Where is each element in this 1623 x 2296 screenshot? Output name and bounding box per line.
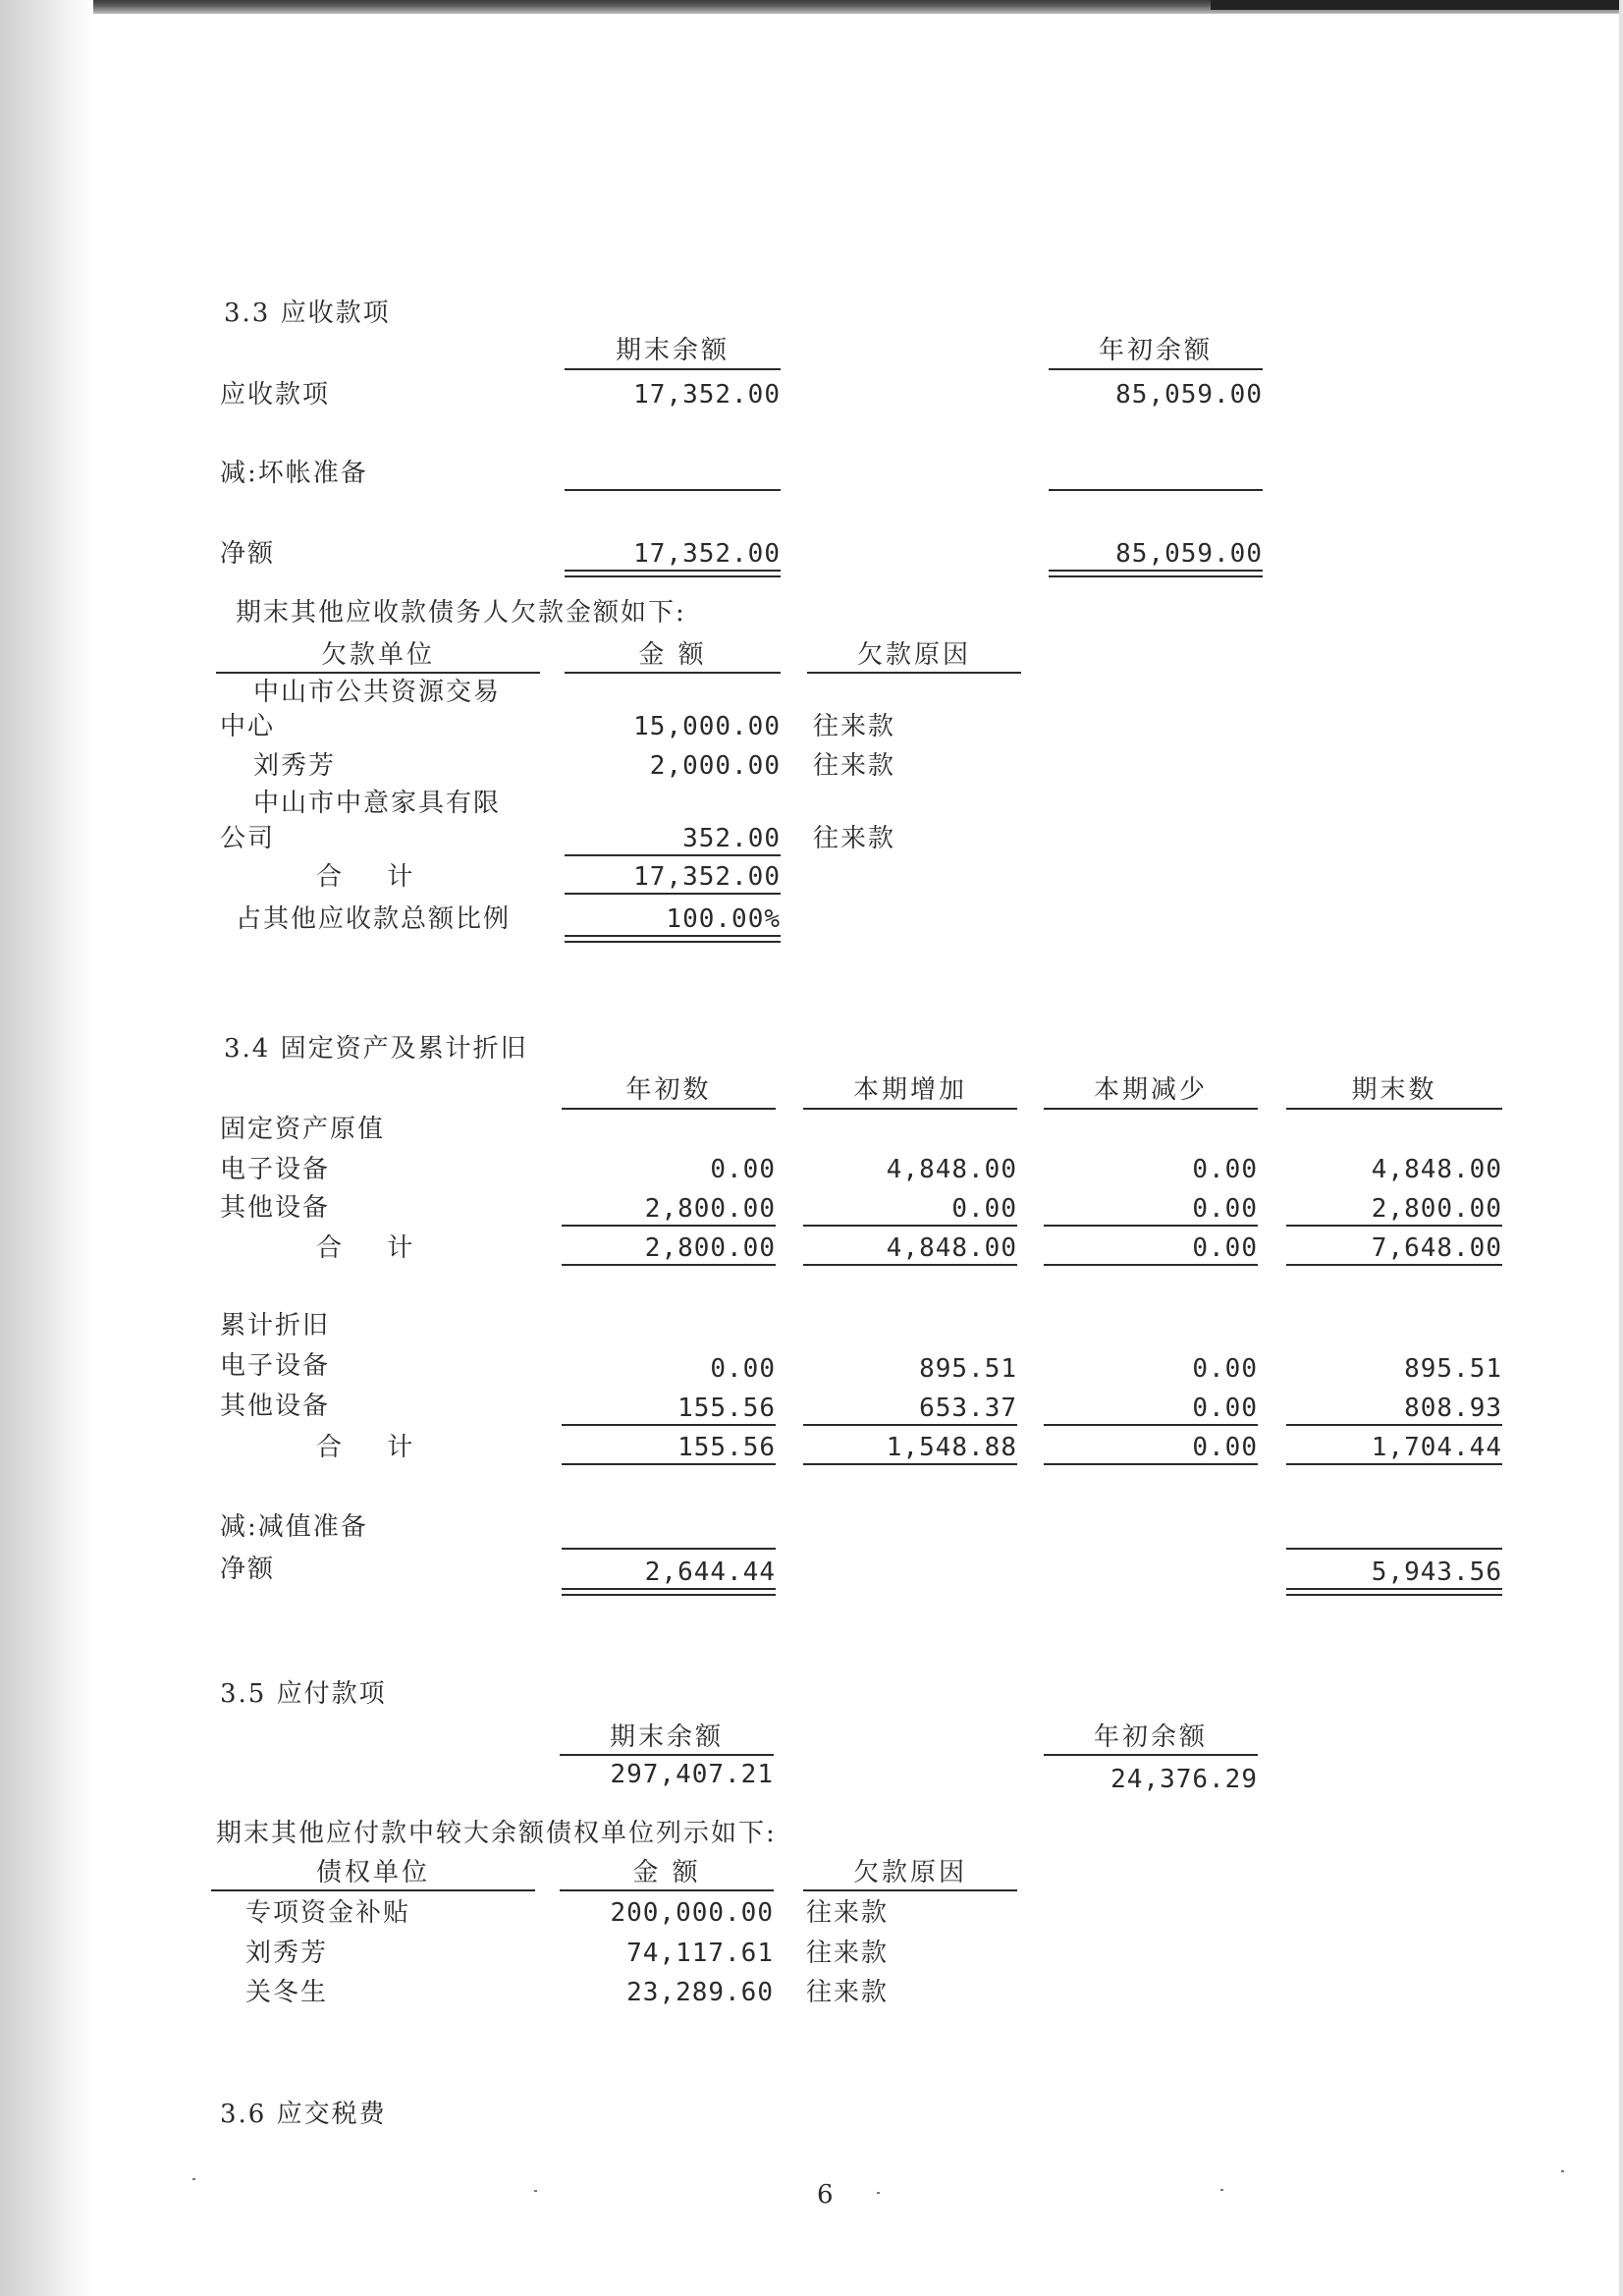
bad-debt-end-line (565, 489, 781, 491)
depr-total-cell: 1,704.44 (1371, 1433, 1502, 1462)
col-header-end-balance: 期末余额 (615, 336, 730, 365)
fixed-net-label: 净额 (220, 1555, 276, 1584)
col-header-period-end: 期末数 (1351, 1075, 1437, 1105)
section-title-3-4: 3.4 固定资产及累计折旧 (224, 1034, 528, 1064)
total-line (803, 1463, 1017, 1465)
debtor-total-amount: 17,352.00 (633, 862, 781, 892)
debtor-total-label: 合 计 (316, 862, 415, 892)
depr-cell: 0.00 (1192, 1394, 1258, 1423)
receivables-begin-value: 85,059.00 (1115, 380, 1263, 410)
creditor-amount: 200,000.00 (610, 1898, 774, 1928)
creditor-header-reason: 欠款原因 (852, 1858, 967, 1887)
debtor-name-line1: 刘秀芳 (253, 751, 337, 781)
col-header-begin-balance: 年初余额 (1098, 336, 1213, 365)
col-header-end-balance: 期末余额 (609, 1722, 724, 1752)
col-header-underline (1286, 1108, 1502, 1110)
asset-cell: 4,848.00 (1371, 1155, 1502, 1184)
ratio-double-line (565, 935, 781, 943)
payables-begin-value: 24,376.29 (1110, 1765, 1258, 1794)
ratio-label: 占其他应收款总额比例 (236, 904, 512, 934)
creditor-note: 期末其他应付款中较大余额债权单位列示如下: (216, 1819, 777, 1848)
asset-cell: 4,848.00 (886, 1155, 1017, 1184)
scan-speck (877, 2192, 880, 2194)
asset-cell: 0.00 (1192, 1194, 1258, 1224)
col-header-period-decrease: 本期减少 (1093, 1075, 1208, 1105)
subtotal-line (803, 1225, 1017, 1227)
fixed-net-end-double-line (1286, 1588, 1502, 1596)
asset-row-label: 电子设备 (220, 1155, 331, 1184)
debtor-reason: 往来款 (813, 712, 896, 741)
asset-cell: 0.00 (710, 1155, 776, 1184)
col-header-underline (560, 1754, 774, 1756)
debtor-total-line (565, 893, 781, 895)
receivables-end-value: 17,352.00 (633, 380, 781, 410)
total-line (562, 1463, 776, 1465)
col-header-year-begin: 年初数 (625, 1075, 712, 1105)
depr-total-cell: 0.00 (1192, 1433, 1258, 1462)
debtor-reason: 往来款 (813, 751, 896, 781)
depr-cell: 0.00 (1192, 1354, 1258, 1384)
row-label-net: 净额 (220, 539, 276, 569)
subtotal-line (562, 1225, 776, 1227)
creditor-reason: 往来款 (806, 1939, 890, 1968)
total-line (803, 1264, 1017, 1266)
fixed-net-begin: 2,644.44 (644, 1558, 776, 1587)
debtor-name-line2: 公司 (220, 824, 276, 853)
debtor-name-line2: 中心 (220, 712, 276, 741)
asset-cell: 2,800.00 (1371, 1194, 1502, 1224)
col-header-period-increase: 本期增加 (852, 1075, 967, 1105)
subtotal-line (1286, 1225, 1502, 1227)
col-header-underline (1049, 368, 1263, 370)
section-title-3-6: 3.6 应交税费 (220, 2100, 387, 2129)
total-line (1286, 1264, 1502, 1266)
creditor-reason: 往来款 (806, 1978, 890, 2007)
depr-cell: 0.00 (710, 1354, 776, 1384)
creditor-header-amount: 金 额 (632, 1858, 701, 1887)
debtor-name-line1: 中山市中意家具有限 (253, 789, 502, 818)
fixed-net-begin-double-line (562, 1588, 776, 1596)
creditor-header-underline (803, 1889, 1017, 1891)
depr-cell: 808.93 (1404, 1394, 1502, 1423)
asset-total-cell: 0.00 (1192, 1233, 1258, 1263)
row-label-bad-debt: 减:坏帐准备 (220, 459, 368, 488)
asset-total-label: 合 计 (316, 1233, 415, 1263)
total-line (562, 1264, 776, 1266)
total-line (1044, 1463, 1258, 1465)
total-line (1044, 1264, 1258, 1266)
debtor-amount: 352.00 (682, 824, 781, 853)
depr-row-label: 其他设备 (220, 1392, 331, 1421)
net-end-value: 17,352.00 (633, 539, 781, 569)
impairment-label: 减:减值准备 (220, 1512, 368, 1542)
asset-total-cell: 4,848.00 (886, 1233, 1017, 1263)
depr-cell: 155.56 (677, 1394, 776, 1423)
debtor-header-reason: 欠款原因 (856, 640, 971, 670)
debtor-amount: 15,000.00 (633, 712, 781, 741)
ratio-value: 100.00% (666, 904, 781, 934)
depr-cell: 895.51 (1404, 1354, 1502, 1384)
col-header-begin-balance: 年初余额 (1093, 1722, 1208, 1752)
creditor-name: 关冬生 (245, 1978, 329, 2007)
scan-shadow-top-right (1211, 0, 1623, 10)
debtor-amount: 2,000.00 (649, 751, 781, 781)
creditor-header-unit: 债权单位 (315, 1858, 430, 1887)
net-begin-value: 85,059.00 (1115, 539, 1263, 569)
subtotal-line (1286, 1424, 1502, 1426)
fixed-net-end: 5,943.56 (1371, 1558, 1502, 1587)
col-header-underline (565, 368, 781, 370)
col-header-underline (1044, 1108, 1258, 1110)
debtor-header-amount: 金 额 (638, 640, 707, 670)
depreciation-label: 累计折旧 (220, 1311, 331, 1340)
debtor-header-unit: 欠款单位 (320, 640, 435, 670)
asset-total-cell: 2,800.00 (644, 1233, 776, 1263)
col-header-underline (1044, 1754, 1258, 1756)
depr-total-cell: 155.56 (677, 1433, 776, 1462)
depr-row-label: 电子设备 (220, 1351, 331, 1381)
scan-speck (1561, 2170, 1564, 2172)
section-title-3-3: 3.3 应收款项 (224, 299, 391, 328)
creditor-header-underline (211, 1889, 535, 1891)
debtor-name-line1: 中山市公共资源交易 (253, 678, 502, 707)
asset-cell: 0.00 (1192, 1155, 1258, 1184)
subtotal-line (803, 1424, 1017, 1426)
net-end-double-line (565, 570, 781, 577)
payables-end-value: 297,407.21 (610, 1760, 774, 1789)
asset-cell: 2,800.00 (644, 1194, 776, 1224)
scan-edge-right (1619, 0, 1623, 2296)
col-header-underline (803, 1108, 1017, 1110)
subtotal-line (562, 1424, 776, 1426)
creditor-amount: 74,117.61 (626, 1939, 774, 1968)
subtotal-line (1044, 1225, 1258, 1227)
original-cost-label: 固定资产原值 (220, 1115, 386, 1144)
section-title-3-5: 3.5 应付款项 (220, 1679, 387, 1709)
depr-total-label: 合 计 (316, 1433, 415, 1462)
debtor-subtotal-line (565, 854, 781, 856)
net-begin-double-line (1049, 570, 1263, 577)
debtor-header-underline (807, 672, 1021, 674)
asset-total-cell: 7,648.00 (1371, 1233, 1502, 1263)
asset-row-label: 其他设备 (220, 1193, 331, 1223)
page-number: 6 (817, 2180, 834, 2210)
row-label-receivables: 应收款项 (220, 380, 331, 410)
depr-total-cell: 1,548.88 (886, 1433, 1017, 1462)
col-header-underline (562, 1108, 776, 1110)
creditor-header-underline (560, 1889, 774, 1891)
debtor-header-underline (565, 672, 781, 674)
debtor-reason: 往来款 (813, 824, 896, 853)
scan-speck (192, 2178, 195, 2180)
subtotal-line (1044, 1424, 1258, 1426)
depr-cell: 895.51 (919, 1354, 1017, 1384)
bad-debt-begin-line (1049, 489, 1263, 491)
creditor-name: 刘秀芳 (245, 1939, 329, 1968)
impairment-end-line (1286, 1548, 1502, 1550)
creditor-reason: 往来款 (806, 1898, 890, 1928)
creditor-name: 专项资金补贴 (245, 1898, 411, 1928)
total-line (1286, 1463, 1502, 1465)
depr-cell: 653.37 (919, 1394, 1017, 1423)
asset-cell: 0.00 (951, 1194, 1017, 1224)
debtor-header-underline (216, 672, 540, 674)
debtor-note: 期末其他应收款债务人欠款金额如下: (236, 598, 686, 628)
impairment-begin-line (562, 1548, 776, 1550)
creditor-amount: 23,289.60 (626, 1978, 774, 2007)
scan-speck (1220, 2189, 1223, 2191)
scan-shadow-left (0, 0, 93, 2296)
scan-speck (534, 2190, 537, 2192)
